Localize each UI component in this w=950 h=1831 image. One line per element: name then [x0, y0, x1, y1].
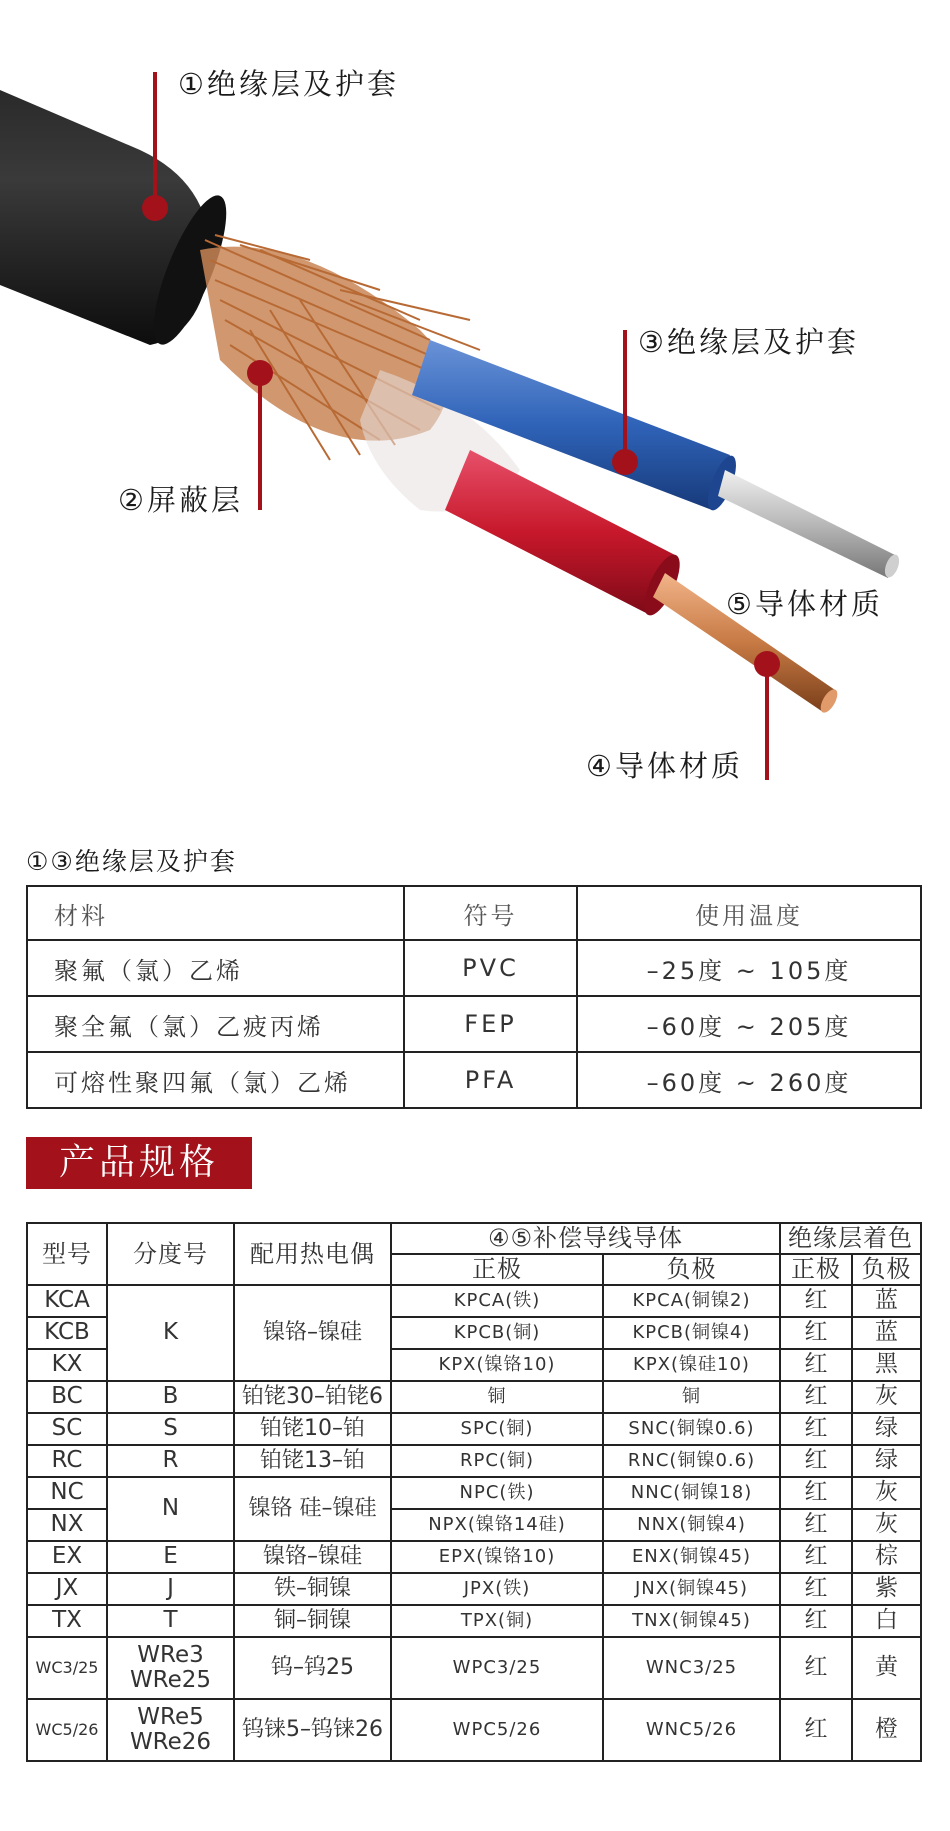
- grade-cell: WRe5 WRe26: [107, 1699, 234, 1761]
- color-negative-cell: 蓝: [852, 1285, 921, 1317]
- header-temperature: 使用温度: [577, 886, 921, 940]
- positive-cell: EPX(镍铬10): [391, 1541, 603, 1573]
- thermocouple-cell: 铂铑13–铂: [234, 1445, 391, 1477]
- grade-cell: K: [107, 1285, 234, 1381]
- negative-cell: TNX(铜镍45): [603, 1605, 780, 1637]
- symbol-cell: FEP: [404, 996, 577, 1052]
- negative-cell: NNC(铜镍18): [603, 1477, 780, 1509]
- model-cell: WC3/25: [27, 1637, 107, 1699]
- insulation-heading: ①③绝缘层及护套: [26, 847, 237, 876]
- spec-header-row-1: [27, 1223, 921, 1254]
- negative-cell: SNC(铜镍0.6): [603, 1413, 780, 1445]
- color-negative-cell: 橙: [852, 1699, 921, 1761]
- header-insulation-color: 绝缘层着色: [780, 1223, 921, 1254]
- table-row: [27, 1413, 921, 1445]
- positive-cell: 铜: [391, 1381, 603, 1413]
- color-negative-cell: 灰: [852, 1509, 921, 1541]
- callout-2-shield: ②屏蔽层: [118, 483, 243, 517]
- table-row: [27, 1381, 921, 1413]
- color-positive-cell: 红: [780, 1509, 852, 1541]
- positive-cell: KPCA(铁): [391, 1285, 603, 1317]
- header-symbol: 符号: [404, 886, 577, 940]
- header-negative: 负极: [603, 1254, 780, 1285]
- color-positive-cell: 红: [780, 1541, 852, 1573]
- positive-cell: JPX(铁): [391, 1573, 603, 1605]
- model-cell: JX: [27, 1573, 107, 1605]
- table-row: [27, 1052, 921, 1108]
- thermocouple-cell: 镍铬–镍硅: [234, 1285, 391, 1381]
- temperature-cell: –25度 ~ 105度: [577, 940, 921, 996]
- color-positive-cell: 红: [780, 1605, 852, 1637]
- color-negative-cell: 白: [852, 1605, 921, 1637]
- positive-cell: WPC5/26: [391, 1699, 603, 1761]
- header-model: 型号: [27, 1223, 107, 1285]
- negative-cell: KPX(镍硅10): [603, 1349, 780, 1381]
- header-positive: 正极: [391, 1254, 603, 1285]
- callout-1-insulation: ①绝缘层及护套: [178, 67, 399, 101]
- thermocouple-cell: 铜–铜镍: [234, 1605, 391, 1637]
- grade-cell: B: [107, 1381, 234, 1413]
- header-grade: 分度号: [107, 1223, 234, 1285]
- model-cell: KCB: [27, 1317, 107, 1349]
- negative-cell: WNC3/25: [603, 1637, 780, 1699]
- model-cell: KCA: [27, 1285, 107, 1317]
- header-material: 材料: [27, 886, 404, 940]
- grade-cell: E: [107, 1541, 234, 1573]
- thermocouple-cell: 钨–钨25: [234, 1637, 391, 1699]
- color-positive-cell: 红: [780, 1381, 852, 1413]
- table-row: [27, 1637, 921, 1699]
- color-negative-cell: 黄: [852, 1637, 921, 1699]
- color-negative-cell: 灰: [852, 1477, 921, 1509]
- symbol-cell: PFA: [404, 1052, 577, 1108]
- thermocouple-cell: 镍铬–镍硅: [234, 1541, 391, 1573]
- thermocouple-cell: 铁–铜镍: [234, 1573, 391, 1605]
- table-row: [27, 1541, 921, 1573]
- cable-illustration: [0, 0, 950, 800]
- table-row: [27, 940, 921, 996]
- color-negative-cell: 灰: [852, 1381, 921, 1413]
- callout-4-conductor: ④导体材质: [586, 749, 743, 783]
- model-cell: BC: [27, 1381, 107, 1413]
- header-thermocouple: 配用热电偶: [234, 1223, 391, 1285]
- header-color-negative: 负极: [852, 1254, 921, 1285]
- symbol-cell: PVC: [404, 940, 577, 996]
- grade-cell: S: [107, 1413, 234, 1445]
- positive-cell: RPC(铜): [391, 1445, 603, 1477]
- color-positive-cell: 红: [780, 1317, 852, 1349]
- callout-3-insulation: ③绝缘层及护套: [638, 325, 859, 359]
- model-cell: TX: [27, 1605, 107, 1637]
- negative-cell: JNX(铜镍45): [603, 1573, 780, 1605]
- callout-5-conductor: ⑤导体材质: [726, 587, 883, 621]
- red-wire: [445, 450, 841, 715]
- color-negative-cell: 棕: [852, 1541, 921, 1573]
- model-cell: NC: [27, 1477, 107, 1509]
- table-row: [27, 1445, 921, 1477]
- temperature-cell: –60度 ~ 205度: [577, 996, 921, 1052]
- color-negative-cell: 黑: [852, 1349, 921, 1381]
- thermocouple-cell: 铂铑30–铂铑6: [234, 1381, 391, 1413]
- table-row: [27, 1605, 921, 1637]
- insulation-table: [26, 885, 922, 1109]
- model-cell: EX: [27, 1541, 107, 1573]
- color-negative-cell: 紫: [852, 1573, 921, 1605]
- negative-cell: 铜: [603, 1381, 780, 1413]
- grade-cell: N: [107, 1477, 234, 1541]
- spec-table: [26, 1222, 922, 1762]
- positive-cell: NPC(铁): [391, 1477, 603, 1509]
- temperature-cell: –60度 ~ 260度: [577, 1052, 921, 1108]
- spec-banner: 产品规格: [26, 1137, 252, 1189]
- material-cell: 聚氟（氯）乙烯: [27, 940, 404, 996]
- positive-cell: KPX(镍铬10): [391, 1349, 603, 1381]
- model-cell: NX: [27, 1509, 107, 1541]
- grade-cell: R: [107, 1445, 234, 1477]
- color-positive-cell: 红: [780, 1573, 852, 1605]
- table-row: [27, 1477, 921, 1509]
- negative-cell: KPCB(铜镍4): [603, 1317, 780, 1349]
- negative-cell: ENX(铜镍45): [603, 1541, 780, 1573]
- positive-cell: NPX(镍铬14硅): [391, 1509, 603, 1541]
- negative-cell: WNC5/26: [603, 1699, 780, 1761]
- spec-body: [27, 1285, 921, 1761]
- table-row: [27, 996, 921, 1052]
- positive-cell: KPCB(铜): [391, 1317, 603, 1349]
- color-positive-cell: 红: [780, 1445, 852, 1477]
- table-row: [27, 1285, 921, 1317]
- color-positive-cell: 红: [780, 1413, 852, 1445]
- color-negative-cell: 绿: [852, 1413, 921, 1445]
- grade-cell: WRe3 WRe25: [107, 1637, 234, 1699]
- material-cell: 可熔性聚四氟（氯）乙烯: [27, 1052, 404, 1108]
- model-cell: SC: [27, 1413, 107, 1445]
- color-negative-cell: 蓝: [852, 1317, 921, 1349]
- grade-cell: T: [107, 1605, 234, 1637]
- color-positive-cell: 红: [780, 1699, 852, 1761]
- negative-cell: KPCA(铜镍2): [603, 1285, 780, 1317]
- model-cell: RC: [27, 1445, 107, 1477]
- grade-cell: J: [107, 1573, 234, 1605]
- model-cell: WC5/26: [27, 1699, 107, 1761]
- positive-cell: SPC(铜): [391, 1413, 603, 1445]
- header-color-positive: 正极: [780, 1254, 852, 1285]
- table-row: [27, 1699, 921, 1761]
- color-positive-cell: 红: [780, 1285, 852, 1317]
- model-cell: KX: [27, 1349, 107, 1381]
- table-row: [27, 1573, 921, 1605]
- thermocouple-cell: 镍铬 硅–镍硅: [234, 1477, 391, 1541]
- thermocouple-cell: 钨铼5–钨铼26: [234, 1699, 391, 1761]
- color-positive-cell: 红: [780, 1349, 852, 1381]
- color-positive-cell: 红: [780, 1477, 852, 1509]
- positive-cell: WPC3/25: [391, 1637, 603, 1699]
- insulation-header-row: [27, 886, 921, 940]
- thermocouple-cell: 铂铑10–铂: [234, 1413, 391, 1445]
- color-positive-cell: 红: [780, 1637, 852, 1699]
- negative-cell: RNC(铜镍0.6): [603, 1445, 780, 1477]
- outer-jacket: [0, 90, 240, 352]
- header-conductor: ④⑤补偿导线导体: [391, 1223, 780, 1254]
- positive-cell: TPX(铜): [391, 1605, 603, 1637]
- color-negative-cell: 绿: [852, 1445, 921, 1477]
- negative-cell: NNX(铜镍4): [603, 1509, 780, 1541]
- material-cell: 聚全氟（氯）乙疲丙烯: [27, 996, 404, 1052]
